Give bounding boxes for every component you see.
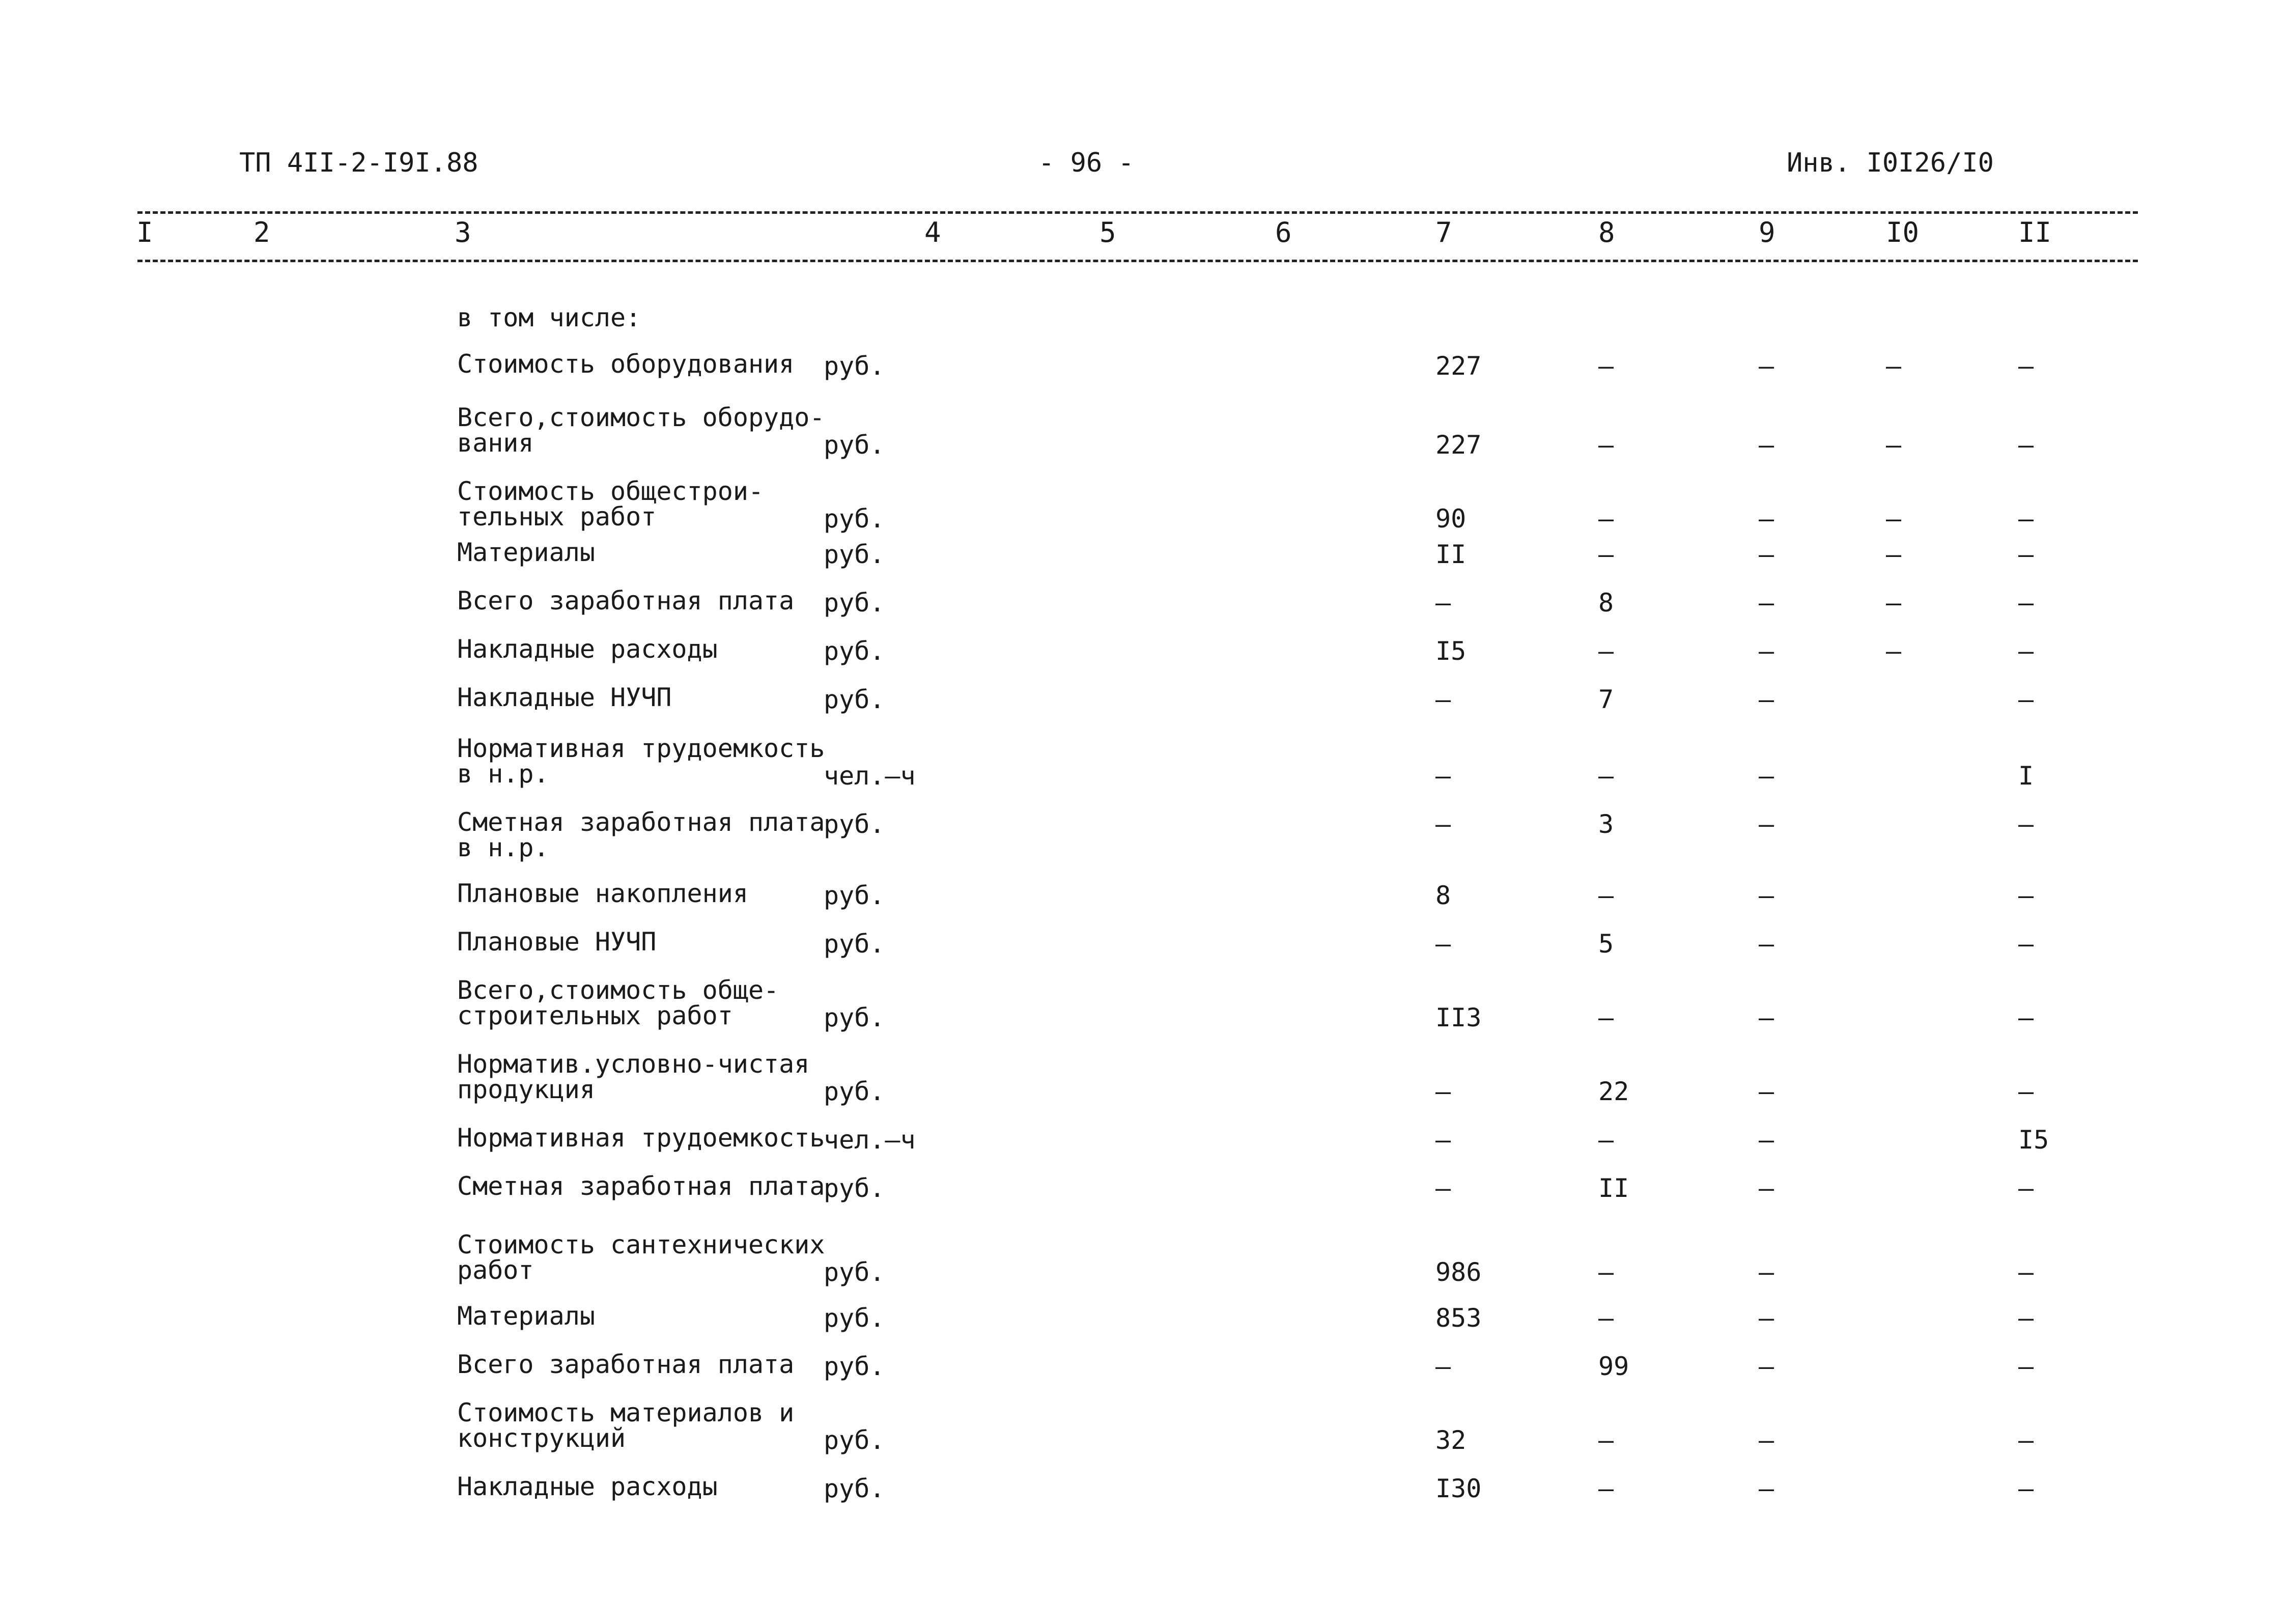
- row-label: [457, 540, 595, 565]
- row-unit: руб.: [824, 430, 885, 460]
- column-number-6: 6: [1275, 216, 1292, 248]
- cell-col-7: –: [1435, 685, 1451, 714]
- row-label: [457, 351, 794, 377]
- row-label: [457, 1051, 809, 1102]
- cell-col-7: –: [1435, 929, 1451, 959]
- row-label-line: Всего,стоимость оборудо-: [457, 403, 825, 432]
- cell-col-7: II3: [1435, 1003, 1482, 1032]
- cell-col-11: –: [2018, 1257, 2034, 1287]
- row-label-line: Всего заработная плата: [457, 1350, 795, 1379]
- row-label-line: Стоимость сантехнических: [457, 1230, 825, 1259]
- cell-col-8: 22: [1598, 1077, 1629, 1106]
- row-unit: чел.–ч: [824, 761, 916, 791]
- cell-col-7: 90: [1435, 504, 1467, 534]
- cell-col-8: –: [1598, 881, 1614, 910]
- cell-col-11: –: [2018, 929, 2034, 959]
- row-unit: руб.: [824, 1077, 885, 1106]
- row-label-line: Норматив.условно-чистая: [457, 1049, 810, 1079]
- cell-col-11: I: [2018, 761, 2034, 791]
- column-number-1: I: [136, 216, 153, 248]
- row-label-line: продукция: [457, 1075, 595, 1104]
- row-label-line: Плановые НУЧП: [457, 927, 657, 957]
- cell-col-9: –: [1759, 351, 1774, 381]
- row-label-line: Накладные расходы: [457, 634, 718, 664]
- cell-col-9: –: [1759, 540, 1774, 569]
- row-unit: руб.: [824, 1303, 885, 1333]
- cell-col-11: –: [2018, 1077, 2034, 1106]
- cell-col-9: –: [1759, 504, 1774, 534]
- column-number-3: 3: [455, 216, 471, 248]
- cell-col-7: I5: [1435, 636, 1467, 666]
- cell-col-9: –: [1759, 1257, 1774, 1287]
- column-number-10: I0: [1886, 216, 1920, 248]
- section-intro: в том числе:: [457, 303, 641, 332]
- cell-col-9: –: [1759, 1425, 1774, 1455]
- cell-col-7: 32: [1435, 1425, 1467, 1455]
- row-label: [457, 1352, 794, 1377]
- row-label-line: в н.р.: [457, 833, 549, 862]
- row-label-line: Сметная заработная плата: [457, 807, 825, 837]
- cell-col-8: –: [1598, 1257, 1614, 1287]
- row-label: [457, 588, 794, 613]
- row-label: [457, 636, 718, 662]
- column-number-8: 8: [1598, 216, 1615, 248]
- cell-col-11: –: [2018, 1303, 2034, 1333]
- row-unit: чел.–ч: [824, 1125, 916, 1155]
- cell-col-8: –: [1598, 1474, 1614, 1503]
- cell-col-7: 986: [1435, 1257, 1482, 1287]
- cell-col-9: –: [1759, 636, 1774, 666]
- row-unit: руб.: [824, 1425, 885, 1455]
- row-label: [457, 1400, 794, 1451]
- row-unit: руб.: [824, 540, 885, 569]
- cell-col-8: –: [1598, 430, 1614, 460]
- cell-col-7: –: [1435, 1173, 1451, 1203]
- row-label-line: Накладные НУЧП: [457, 683, 672, 712]
- row-label: [457, 1173, 825, 1199]
- row-label-line: работ: [457, 1255, 534, 1285]
- row-label-line: Стоимость материалов и: [457, 1398, 795, 1427]
- row-label-line: Нормативная трудоемкость: [457, 1123, 825, 1153]
- row-label: [457, 1474, 718, 1499]
- row-label-line: Плановые накопления: [457, 879, 748, 908]
- cell-col-9: –: [1759, 1125, 1774, 1155]
- row-label: [457, 479, 764, 529]
- table-top-rule: [137, 211, 2138, 214]
- cell-col-9: –: [1759, 1003, 1774, 1032]
- cell-col-9: –: [1759, 761, 1774, 791]
- row-label-line: Материалы: [457, 538, 595, 567]
- row-label: [457, 736, 825, 787]
- cell-col-9: –: [1759, 929, 1774, 959]
- row-unit: руб.: [824, 881, 885, 910]
- cell-col-11: –: [2018, 1425, 2034, 1455]
- cell-col-11: –: [2018, 1003, 2034, 1032]
- cell-col-7: –: [1435, 809, 1451, 839]
- cell-col-7: 227: [1435, 430, 1482, 460]
- cell-col-10: –: [1886, 588, 1902, 618]
- cell-col-7: –: [1435, 1352, 1451, 1381]
- row-unit: руб.: [824, 929, 885, 959]
- cell-col-7: –: [1435, 761, 1451, 791]
- row-label-line: в н.р.: [457, 759, 549, 789]
- cell-col-9: –: [1759, 1474, 1774, 1503]
- cell-col-9: –: [1759, 1352, 1774, 1381]
- row-label-line: строительных работ: [457, 1001, 733, 1030]
- cell-col-8: –: [1598, 761, 1614, 791]
- column-number-5: 5: [1099, 216, 1116, 248]
- cell-col-8: 8: [1598, 588, 1614, 618]
- document-code: ТП 4II-2-I9I.88: [239, 148, 478, 178]
- cell-col-9: –: [1759, 1077, 1774, 1106]
- cell-col-11: –: [2018, 351, 2034, 381]
- row-unit: руб.: [824, 588, 885, 618]
- row-label-line: тельных работ: [457, 502, 657, 531]
- inventory-number: Инв. I0I26/I0: [1787, 148, 1994, 178]
- row-unit: руб.: [824, 636, 885, 666]
- cell-col-8: –: [1598, 1425, 1614, 1455]
- column-number-9: 9: [1759, 216, 1775, 248]
- cell-col-11: –: [2018, 636, 2034, 666]
- row-label-line: Стоимость общестрои-: [457, 477, 764, 506]
- cell-col-10: –: [1886, 430, 1902, 460]
- column-number-7: 7: [1435, 216, 1452, 248]
- cell-col-8: –: [1598, 540, 1614, 569]
- cell-col-9: –: [1759, 1303, 1774, 1333]
- cell-col-9: –: [1759, 430, 1774, 460]
- column-number-11: II: [2018, 216, 2052, 248]
- row-unit: руб.: [824, 504, 885, 534]
- row-label-line: Накладные расходы: [457, 1472, 718, 1501]
- cell-col-11: –: [2018, 1474, 2034, 1503]
- row-label: [457, 881, 748, 906]
- row-unit: руб.: [824, 1173, 885, 1203]
- cell-col-9: –: [1759, 809, 1774, 839]
- row-label-line: конструкций: [457, 1423, 626, 1453]
- cell-col-11: –: [2018, 430, 2034, 460]
- row-label: [457, 1303, 595, 1329]
- row-label: [457, 405, 825, 456]
- cell-col-7: –: [1435, 1077, 1451, 1106]
- row-label-line: Стоимость оборудования: [457, 349, 795, 379]
- cell-col-11: –: [2018, 809, 2034, 839]
- row-label: [457, 1125, 825, 1151]
- cell-col-7: –: [1435, 1125, 1451, 1155]
- cell-col-7: 227: [1435, 351, 1482, 381]
- cell-col-8: –: [1598, 504, 1614, 534]
- column-number-2: 2: [253, 216, 270, 248]
- page-number: - 96 -: [1038, 148, 1134, 178]
- row-unit: руб.: [824, 1474, 885, 1503]
- row-unit: руб.: [824, 1003, 885, 1032]
- row-label-line: Нормативная трудоемкость: [457, 734, 825, 763]
- row-label: [457, 929, 656, 955]
- table-header-rule: [137, 260, 2138, 262]
- column-number-4: 4: [924, 216, 941, 248]
- cell-col-11: –: [2018, 588, 2034, 618]
- cell-col-8: –: [1598, 351, 1614, 381]
- cell-col-8: –: [1598, 1125, 1614, 1155]
- cell-col-8: 5: [1598, 929, 1614, 959]
- row-label-line: вания: [457, 428, 534, 458]
- cell-col-8: –: [1598, 636, 1614, 666]
- cell-col-8: 7: [1598, 685, 1614, 714]
- cell-col-9: –: [1759, 1173, 1774, 1203]
- row-unit: руб.: [824, 1257, 885, 1287]
- cell-col-7: I30: [1435, 1474, 1482, 1503]
- cell-col-10: –: [1886, 540, 1902, 569]
- cell-col-11: –: [2018, 881, 2034, 910]
- cell-col-7: –: [1435, 588, 1451, 618]
- row-label: [457, 1232, 825, 1283]
- row-unit: руб.: [824, 685, 885, 714]
- row-label-line: Материалы: [457, 1301, 595, 1331]
- cell-col-11: –: [2018, 685, 2034, 714]
- cell-col-11: –: [2018, 540, 2034, 569]
- row-label: [457, 685, 671, 710]
- cell-col-11: I5: [2018, 1125, 2049, 1155]
- cell-col-8: –: [1598, 1003, 1614, 1032]
- cell-col-10: –: [1886, 351, 1902, 381]
- row-label-line: Всего,стоимость обще-: [457, 975, 779, 1005]
- row-label: [457, 809, 825, 860]
- cell-col-7: 8: [1435, 881, 1451, 910]
- row-unit: руб.: [824, 1352, 885, 1381]
- cell-col-8: 99: [1598, 1352, 1629, 1381]
- cell-col-11: –: [2018, 504, 2034, 534]
- cell-col-11: –: [2018, 1173, 2034, 1203]
- cell-col-10: –: [1886, 504, 1902, 534]
- cell-col-8: –: [1598, 1303, 1614, 1333]
- cell-col-11: –: [2018, 1352, 2034, 1381]
- row-unit: руб.: [824, 809, 885, 839]
- cell-col-9: –: [1759, 588, 1774, 618]
- cell-col-10: –: [1886, 636, 1902, 666]
- cell-col-8: 3: [1598, 809, 1614, 839]
- row-label: [457, 977, 779, 1028]
- cell-col-9: –: [1759, 881, 1774, 910]
- cell-col-8: II: [1598, 1173, 1629, 1203]
- cell-col-7: 853: [1435, 1303, 1482, 1333]
- cell-col-9: –: [1759, 685, 1774, 714]
- row-label-line: Всего заработная плата: [457, 586, 795, 615]
- row-label-line: Сметная заработная плата: [457, 1171, 825, 1201]
- cell-col-7: II: [1435, 540, 1467, 569]
- row-unit: руб.: [824, 351, 885, 381]
